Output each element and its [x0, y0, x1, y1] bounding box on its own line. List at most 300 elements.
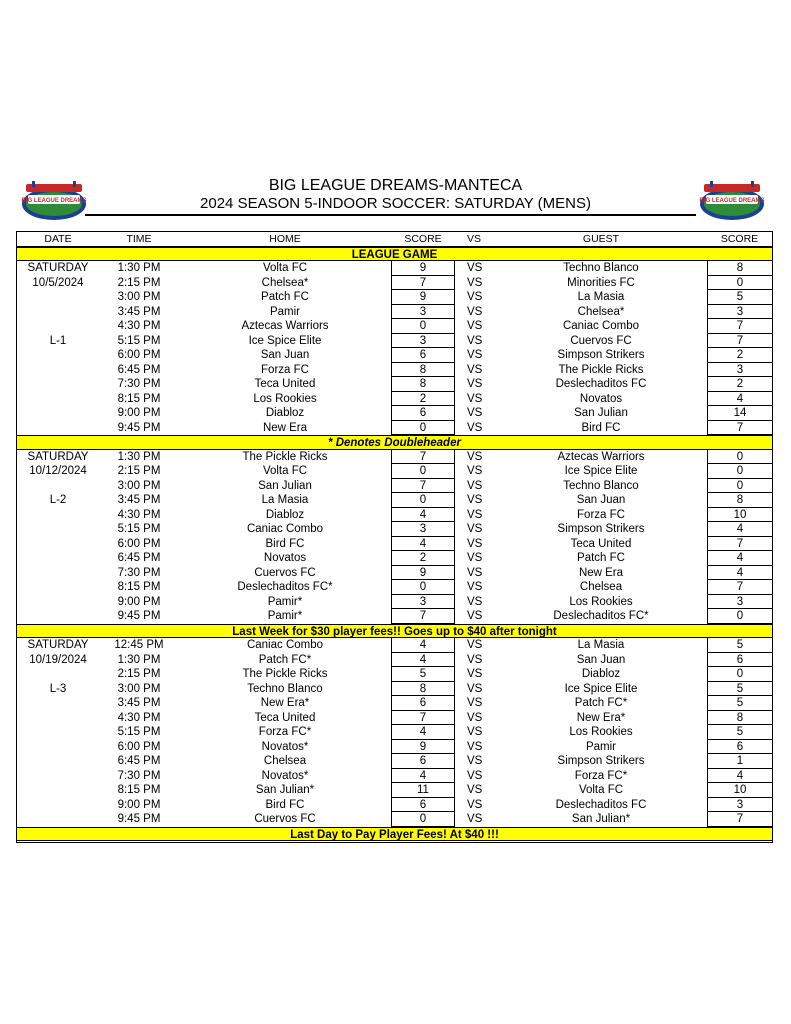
- home-score: 6: [391, 798, 455, 813]
- game-time: 3:45 PM: [117, 305, 161, 318]
- table-row: [17, 740, 772, 755]
- table-row: [17, 290, 772, 305]
- date-cell: [17, 696, 99, 711]
- home-score: 4: [391, 769, 455, 784]
- guest-score: 7: [707, 812, 772, 827]
- home-score: 6: [391, 348, 455, 363]
- table-row: [17, 754, 772, 769]
- home-team: Diabloz: [265, 407, 305, 419]
- home-team: Bird FC: [265, 537, 305, 550]
- table-row: [17, 319, 772, 334]
- table-row: [17, 276, 772, 291]
- home-team: Volta FC: [262, 262, 308, 274]
- guest-score: 7: [707, 537, 772, 552]
- home-team: New Era*: [260, 697, 310, 709]
- game-time: 3:45 PM: [117, 697, 161, 709]
- date-cell: [17, 537, 99, 552]
- column-header-row: [17, 232, 772, 247]
- home-score: 4: [391, 508, 455, 523]
- guest-team: Simpson Strikers: [557, 349, 645, 361]
- league-label: L-2: [49, 494, 67, 506]
- guest-team: Deslechaditos FC: [555, 378, 647, 390]
- home-team: Patch FC*: [258, 653, 312, 666]
- vs-label: VS: [467, 610, 483, 622]
- day-label: SATURDAY: [27, 262, 89, 274]
- guest-score: 0: [707, 667, 772, 682]
- guest-score: 6: [707, 653, 772, 668]
- home-score: 11: [391, 783, 455, 798]
- date-cell: [17, 479, 99, 494]
- guest-team: Deslechaditos FC*: [553, 610, 649, 622]
- table-row: [17, 812, 772, 827]
- table-row: [17, 406, 772, 421]
- guest-score: 7: [707, 334, 772, 349]
- guest-score: 4: [707, 551, 772, 566]
- home-team: Novatos: [263, 552, 307, 564]
- game-time: 7:30 PM: [117, 566, 161, 579]
- guest-score: 5: [707, 638, 772, 653]
- game-time: 7:30 PM: [117, 378, 161, 390]
- table-row: [17, 725, 772, 740]
- home-team: Patch FC: [261, 291, 309, 303]
- home-score: 0: [391, 319, 455, 334]
- home-score: 2: [391, 392, 455, 407]
- date-cell: [17, 421, 99, 436]
- guest-team: Simpson Strikers: [557, 755, 645, 767]
- game-time: 1:30 PM: [117, 653, 161, 666]
- vs-label: VS: [467, 479, 483, 492]
- guest-score: 2: [707, 377, 772, 392]
- guest-team: Teca United: [570, 537, 632, 550]
- game-time: 6:00 PM: [117, 349, 161, 361]
- guest-score: 4: [707, 392, 772, 407]
- vs-label: VS: [467, 813, 483, 825]
- table-row: [17, 696, 772, 711]
- home-team: La Masia: [261, 494, 309, 506]
- guest-score: 8: [707, 711, 772, 726]
- home-team: Forza FC: [261, 363, 309, 376]
- date-label: 10/19/2024: [29, 653, 87, 666]
- guest-team: San Julian*: [571, 813, 631, 825]
- guest-team: Chelsea*: [577, 305, 625, 318]
- game-time: 3:45 PM: [117, 494, 161, 506]
- date-cell: [17, 783, 99, 798]
- home-team: Volta FC: [262, 465, 308, 477]
- date-cell: [17, 377, 99, 392]
- guest-score: 10: [707, 783, 772, 798]
- home-team: Chelsea*: [261, 276, 309, 289]
- vs-label: VS: [467, 523, 483, 535]
- col-time-header: TIME: [126, 233, 152, 245]
- title-underline: [85, 214, 696, 216]
- date-cell: [17, 392, 99, 407]
- table-row: [17, 464, 772, 479]
- game-time: 5:15 PM: [117, 523, 161, 535]
- date-cell: [17, 595, 99, 610]
- home-team: Caniac Combo: [246, 639, 324, 651]
- home-score: 9: [391, 740, 455, 755]
- vs-label: VS: [467, 508, 483, 521]
- home-score: 4: [391, 537, 455, 552]
- vs-label: VS: [467, 349, 483, 361]
- game-time: 4:30 PM: [117, 320, 161, 332]
- guest-team: Los Rookies: [569, 726, 633, 738]
- guest-team: Cuervos FC: [570, 334, 632, 347]
- guest-team: Ice Spice Elite: [564, 682, 638, 695]
- table-row: [17, 566, 772, 581]
- date-cell: [17, 290, 99, 305]
- col-guest-header: GUEST: [582, 233, 620, 245]
- table-row: [17, 667, 772, 682]
- guest-team: Diabloz: [581, 668, 621, 680]
- home-team: Teca United: [254, 711, 316, 724]
- home-team: Ice Spice Elite: [248, 334, 322, 347]
- date-cell: [17, 711, 99, 726]
- game-time: 8:15 PM: [117, 392, 161, 405]
- game-time: 2:15 PM: [117, 465, 161, 477]
- vs-label: VS: [467, 276, 483, 289]
- game-time: 7:30 PM: [117, 769, 161, 782]
- home-score: 5: [391, 667, 455, 682]
- table-row: [17, 653, 772, 668]
- home-score: 4: [391, 725, 455, 740]
- home-score: 3: [391, 305, 455, 320]
- game-time: 5:15 PM: [117, 334, 161, 347]
- date-cell: [17, 522, 99, 537]
- vs-label: VS: [467, 726, 483, 738]
- home-score: 8: [391, 377, 455, 392]
- game-time: 9:45 PM: [117, 610, 161, 622]
- home-score: 7: [391, 276, 455, 291]
- game-time: 4:30 PM: [117, 508, 161, 521]
- schedule-table: [16, 231, 773, 843]
- guest-team: Deslechaditos FC: [555, 798, 647, 811]
- home-score: 4: [391, 638, 455, 653]
- vs-label: VS: [467, 552, 483, 564]
- vs-label: VS: [467, 639, 483, 651]
- home-score: 0: [391, 464, 455, 479]
- vs-label: VS: [467, 682, 483, 695]
- home-score: 6: [391, 696, 455, 711]
- vs-label: VS: [467, 566, 483, 579]
- home-score: 9: [391, 566, 455, 581]
- table-row: [17, 377, 772, 392]
- home-team: Diabloz: [265, 508, 305, 521]
- banner-league-game: LEAGUE GAME: [17, 247, 772, 262]
- home-team: Novatos*: [261, 740, 309, 753]
- guest-team: Volta FC: [578, 784, 624, 796]
- guest-score: 0: [707, 276, 772, 291]
- guest-score: 10: [707, 508, 772, 523]
- date-label: 10/12/2024: [29, 465, 87, 477]
- col-home-score-header: SCORE: [404, 233, 442, 245]
- guest-score: 5: [707, 696, 772, 711]
- guest-score: 3: [707, 798, 772, 813]
- vs-label: VS: [467, 769, 483, 782]
- svg-text:BIG LEAGUE DREAMS: BIG LEAGUE DREAMS: [699, 198, 765, 204]
- date-cell: [17, 580, 99, 595]
- col-date-header: DATE: [44, 233, 72, 245]
- game-time: 9:00 PM: [117, 407, 161, 419]
- guest-team: Novatos: [579, 392, 623, 405]
- home-team: Pamir*: [267, 595, 303, 608]
- guest-score: 14: [707, 406, 772, 421]
- guest-score: 8: [707, 261, 772, 276]
- day-label: SATURDAY: [27, 450, 89, 463]
- guest-score: 5: [707, 725, 772, 740]
- guest-team: Minorities FC: [567, 276, 635, 289]
- svg-text:BIG LEAGUE DREAMS: BIG LEAGUE DREAMS: [21, 198, 87, 204]
- vs-label: VS: [467, 740, 483, 753]
- banner-fees-last: Last Day to Pay Player Fees! At $40 !!!: [17, 827, 772, 842]
- home-team: Chelsea: [263, 755, 307, 767]
- table-row: [17, 551, 772, 566]
- table-row: [17, 421, 772, 436]
- table-row: [17, 580, 772, 595]
- guest-score: 5: [707, 290, 772, 305]
- guest-team: Caniac Combo: [562, 320, 640, 332]
- home-score: 0: [391, 421, 455, 436]
- home-team: Caniac Combo: [246, 523, 324, 535]
- guest-score: 7: [707, 580, 772, 595]
- vs-label: VS: [467, 494, 483, 506]
- home-score: 7: [391, 609, 455, 624]
- home-team: The Pickle Ricks: [242, 450, 328, 463]
- home-team: Los Rookies: [253, 392, 317, 405]
- guest-team: The Pickle Ricks: [558, 363, 644, 376]
- guest-score: 7: [707, 319, 772, 334]
- vs-label: VS: [467, 465, 483, 477]
- guest-team: New Era*: [576, 711, 626, 724]
- game-time: 6:45 PM: [117, 552, 161, 564]
- vs-label: VS: [467, 291, 483, 303]
- table-row: [17, 798, 772, 813]
- home-score: 2: [391, 551, 455, 566]
- home-team: San Julian*: [255, 784, 315, 796]
- guest-team: Patch FC*: [574, 697, 628, 709]
- home-team: New Era: [262, 421, 308, 434]
- guest-team: Techno Blanco: [563, 479, 639, 492]
- vs-label: VS: [467, 784, 483, 796]
- vs-label: VS: [467, 421, 483, 434]
- game-time: 6:00 PM: [117, 537, 161, 550]
- home-team: Deslechaditos FC*: [237, 581, 333, 593]
- guest-team: Forza FC: [577, 508, 625, 521]
- home-score: 6: [391, 406, 455, 421]
- guest-team: San Juan: [576, 494, 626, 506]
- guest-team: Pamir: [585, 740, 617, 753]
- home-team: Pamir*: [267, 610, 303, 622]
- date-cell: [17, 305, 99, 320]
- guest-team: Bird FC: [581, 421, 621, 434]
- guest-team: La Masia: [577, 639, 625, 651]
- table-row: [17, 348, 772, 363]
- game-time: 9:45 PM: [117, 813, 161, 825]
- guest-score: 0: [707, 479, 772, 494]
- game-time: 3:00 PM: [117, 479, 161, 492]
- vs-label: VS: [467, 392, 483, 405]
- guest-score: 0: [707, 464, 772, 479]
- home-score: 0: [391, 493, 455, 508]
- home-team: San Juan: [260, 349, 310, 361]
- date-cell: [17, 754, 99, 769]
- league-label: L-1: [49, 334, 67, 347]
- guest-score: 0: [707, 450, 772, 465]
- date-cell: [17, 508, 99, 523]
- game-time: 8:15 PM: [117, 784, 161, 796]
- guest-team: La Masia: [577, 291, 625, 303]
- vs-label: VS: [467, 262, 483, 274]
- date-cell: [17, 363, 99, 378]
- home-team: Techno Blanco: [247, 682, 323, 695]
- date-cell: [17, 406, 99, 421]
- table-row: [17, 711, 772, 726]
- vs-label: VS: [467, 320, 483, 332]
- date-cell: [17, 566, 99, 581]
- guest-team: Los Rookies: [569, 595, 633, 608]
- table-row: [17, 508, 772, 523]
- guest-team: Forza FC*: [574, 769, 628, 782]
- table-row: [17, 261, 772, 276]
- home-team: Forza FC*: [258, 726, 312, 738]
- home-score: 3: [391, 595, 455, 610]
- game-time: 9:00 PM: [117, 798, 161, 811]
- page-subtitle: 2024 SEASON 5-INDOOR SOCCER: SATURDAY (MENS): [200, 195, 591, 212]
- guest-team: Aztecas Warriors: [557, 450, 645, 463]
- date-cell: [17, 319, 99, 334]
- guest-score: 2: [707, 348, 772, 363]
- date-cell: [17, 551, 99, 566]
- day-label: SATURDAY: [27, 639, 89, 651]
- date-cell: [17, 740, 99, 755]
- guest-team: Chelsea: [579, 581, 623, 593]
- table-row: [17, 334, 772, 349]
- home-score: 9: [391, 290, 455, 305]
- vs-label: VS: [467, 697, 483, 709]
- vs-label: VS: [467, 305, 483, 318]
- home-score: 7: [391, 450, 455, 465]
- home-team: Teca United: [254, 378, 316, 390]
- vs-label: VS: [467, 653, 483, 666]
- vs-label: VS: [467, 378, 483, 390]
- table-row: [17, 682, 772, 697]
- vs-label: VS: [467, 363, 483, 376]
- col-vs-header: VS: [467, 233, 482, 245]
- game-time: 9:45 PM: [117, 421, 161, 434]
- game-time: 1:30 PM: [117, 262, 161, 274]
- game-time: 2:15 PM: [117, 276, 161, 289]
- home-team: Cuervos FC: [254, 813, 316, 825]
- game-time: 9:00 PM: [117, 595, 161, 608]
- vs-label: VS: [467, 450, 483, 463]
- home-score: 3: [391, 522, 455, 537]
- home-team: The Pickle Ricks: [242, 668, 328, 680]
- guest-team: San Juan: [576, 653, 626, 666]
- table-row: [17, 537, 772, 552]
- vs-label: VS: [467, 581, 483, 593]
- date-cell: [17, 609, 99, 624]
- date-cell: [17, 812, 99, 827]
- table-row: [17, 609, 772, 624]
- vs-label: VS: [467, 595, 483, 608]
- game-time: 4:30 PM: [117, 711, 161, 724]
- table-row: [17, 363, 772, 378]
- banner-doubleheader: * Denotes Doubleheader: [17, 435, 772, 450]
- table-row: [17, 493, 772, 508]
- guest-score: 7: [707, 421, 772, 436]
- game-time: 8:15 PM: [117, 581, 161, 593]
- home-team: Novatos*: [261, 769, 309, 782]
- home-team: Cuervos FC: [254, 566, 316, 579]
- table-row: [17, 783, 772, 798]
- date-cell: [17, 667, 99, 682]
- guest-team: Ice Spice Elite: [564, 465, 638, 477]
- vs-label: VS: [467, 798, 483, 811]
- guest-score: 5: [707, 682, 772, 697]
- date-cell: [17, 348, 99, 363]
- vs-label: VS: [467, 407, 483, 419]
- vs-label: VS: [467, 334, 483, 347]
- banner-fees-week: Last Week for $30 player fees!! Goes up to $40 after tonight: [17, 624, 772, 639]
- home-score: 6: [391, 754, 455, 769]
- table-row: [17, 305, 772, 320]
- date-cell: [17, 769, 99, 784]
- guest-team: Simpson Strikers: [557, 523, 645, 535]
- guest-score: 3: [707, 595, 772, 610]
- game-time: 5:15 PM: [117, 726, 161, 738]
- league-label: L-3: [49, 682, 67, 695]
- guest-score: 4: [707, 769, 772, 784]
- guest-team: Techno Blanco: [563, 262, 639, 274]
- game-time: 1:30 PM: [117, 450, 161, 463]
- home-score: 7: [391, 479, 455, 494]
- game-time: 2:15 PM: [117, 668, 161, 680]
- home-team: Bird FC: [265, 798, 305, 811]
- col-guest-score-header: SCORE: [720, 233, 759, 245]
- vs-label: VS: [467, 537, 483, 550]
- guest-score: 4: [707, 522, 772, 537]
- table-row: [17, 522, 772, 537]
- guest-score: 8: [707, 493, 772, 508]
- home-score: 0: [391, 812, 455, 827]
- table-row: [17, 638, 772, 653]
- table-row: [17, 450, 772, 465]
- home-score: 0: [391, 580, 455, 595]
- date-label: 10/5/2024: [32, 276, 84, 289]
- home-score: 9: [391, 261, 455, 276]
- home-team: Aztecas Warriors: [241, 320, 329, 332]
- guest-score: 6: [707, 740, 772, 755]
- page-title: BIG LEAGUE DREAMS-MANTECA: [268, 177, 523, 194]
- home-score: 8: [391, 363, 455, 378]
- date-cell: [17, 798, 99, 813]
- guest-team: San Julian: [574, 407, 628, 419]
- col-home-header: HOME: [269, 233, 301, 245]
- vs-label: VS: [467, 668, 483, 680]
- vs-label: VS: [467, 755, 483, 767]
- game-time: 12:45 PM: [114, 639, 164, 651]
- game-time: 6:45 PM: [117, 363, 161, 376]
- table-row: [17, 595, 772, 610]
- guest-score: 3: [707, 363, 772, 378]
- vs-label: VS: [467, 711, 483, 724]
- home-team: San Julian: [258, 479, 312, 492]
- guest-score: 0: [707, 609, 772, 624]
- guest-team: Patch FC: [577, 552, 625, 564]
- guest-score: 4: [707, 566, 772, 581]
- guest-score: 1: [707, 754, 772, 769]
- table-row: [17, 479, 772, 494]
